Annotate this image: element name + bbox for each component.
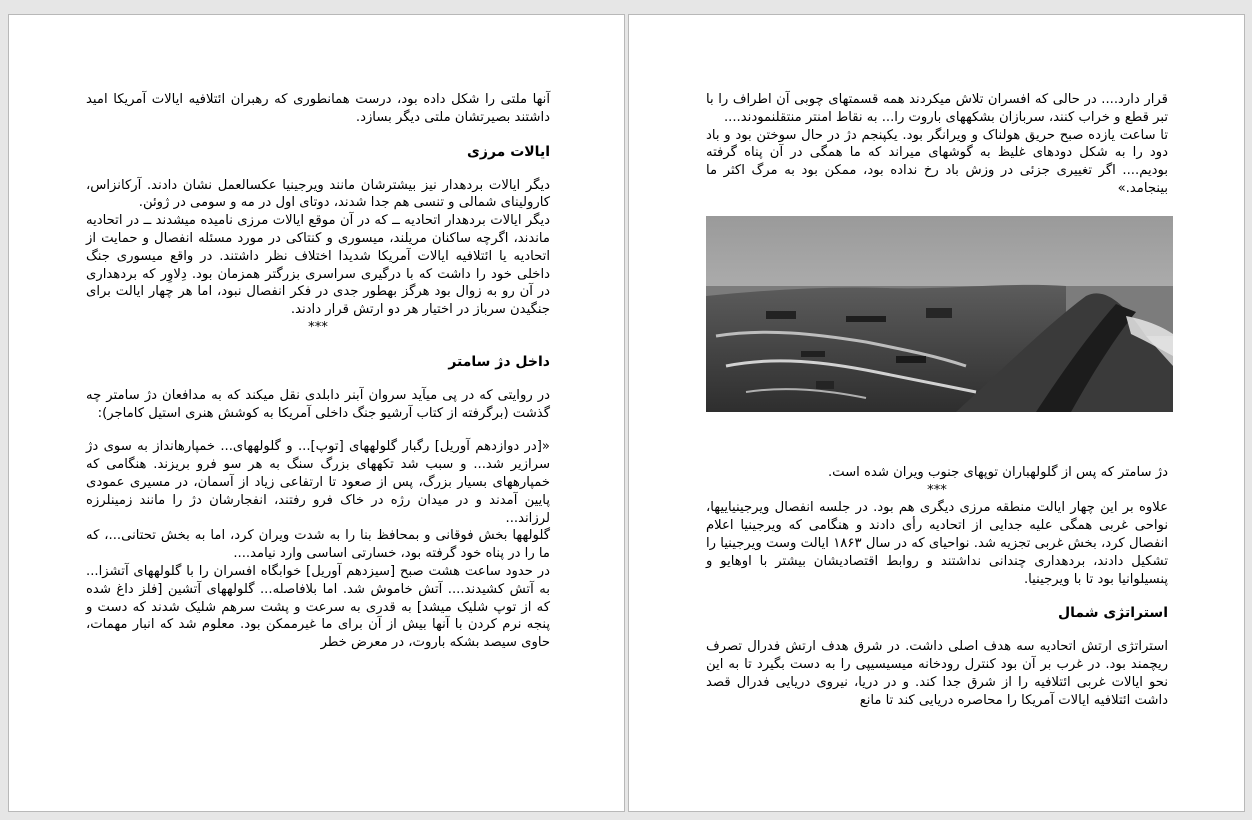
fort-sumter-ruins-photo [706, 216, 1173, 412]
northern-strategy-paragraph: استراتژی ارتش اتحادیه سه هدف اصلی داشت. در شرق هدف ارتش فدرال تصرف ریچمند بود. در غرب بر آن بود کنترل رودخانه میسیسیپی را به دست بگیرد تا به این نحو ایالات غربی ائتلافیه را از شرق جدا کند. و در دریا، نیروی دریایی فدرال قصد داشت ائتلافیه ایالات آمریکا را محاصره دریایی کند تا مانع [706, 639, 1168, 708]
quote-paragraph-3: در حدود ساعت هشت صبح [سیزدهم آوریل] خوابگاه افسران را با گلولههای آتشزا... به آتش کشیدند.... آتش خاموش شد. اما بلافاصله... گلولههای آتشین [فلز داغ شده که از توپ شلیک میشد] به قدری به سرعت و پشت سرهم شلیک شدند که دست و پنجه نرم کردن با آنها بیش از آن برای ما غیرممکن بود. معلوم شد که انبار مهمات، حاوی سیصد بشکه باروت، در معرض خطر [86, 563, 550, 651]
heading-northern-strategy: استراتژی شمال [1057, 605, 1168, 622]
border-paragraph-1: دیگر ایالات بردهدار نیز بیشترشان مانند ویرجینیا عکسالعمل نشان دادند. آرکانزاس، کارولینای شمالی و تنسی هم جدا شدند، دوتای اول در مه و سومی در ژوئن. [86, 177, 550, 211]
quote-continued-2: تا ساعت یازده صبح حریق هولناک و ویرانگر بود. یکپنجم دژ در حال سوختن بود و باد دود را به شکل دودهای غلیظ به گوشهای میراند که ما همگی در آن پناه گرفته بودیم.... اگر تغییری جزئی در وزش باد رخ نداده بود، ممکن بود به مرگ اکثر ما بینجامد.» [706, 127, 1168, 196]
west-virginia-paragraph: علاوه بر این چهار ایالت منطقه مرزی دیگری هم بود. در جلسه انفصال ویرجینیاییها، نواحی غربی همگی علیه جدایی از اتحادیه رأی دادند و هنگامی که ویرجینیا اعلام انفصال کرد، بخش غربی تجزیه شد. نواحیای که در سال ۱۸۶۳ ایالت وست ویرجینیا را تشکیل دادند، بردهداری چندانی نداشتند و روابط اقتصادیشان بیشتر با اوهایو و پنسیلوانیا بود تا با ویرجینیا. [706, 500, 1168, 587]
section-divider: *** [308, 319, 328, 335]
heading-border-states: ایالات مرزی [467, 143, 550, 160]
left-text-column [86, 91, 550, 652]
right-text-column [706, 91, 1168, 710]
border-paragraph-2: دیگر ایالات بردهدار اتحادیه ــ که در آن موقع ایالات مرزی نامیده میشدند ــ در اتحادیه ماندند، اگرچه ساکنان مریلند، میسوری و کنتاکی در مورد مسئله انفصال و حمایت از اتحادیه یا ائتلافیه ایالات آمریکا شدیدا اختلاف نظر داشتند. در واقع میسوری جنگ داخلی خود را داشت که با درگیری سراسری بزرگتر همزمان بود. دِلاوِر که بردهداری در آن رو به زوال بود هرگز بهطور جدی در فکر انفصال نبود، اما هر چهار ایالت برای جنگیدن سرباز در اختیار هر دو ارتش قرار دادند. [86, 213, 550, 318]
photo-caption: دژ سامتر که پس از گلولهباران توپهای جنوب ویران شده است. [827, 464, 1168, 480]
left-page [8, 14, 625, 812]
section-divider-right: *** [927, 482, 947, 498]
quote-continued-1: قرار دارد.... در حالی که افسران تلاش میکردند همه قسمتهای چوبی آن اطراف را با تبر قطع و خراب کنند، سربازان بشکههای باروت را... به نقاط امنتر منتقلنمودند.... [706, 92, 1168, 125]
heading-inside-fort-sumter: داخل دژ سامتر [448, 353, 550, 370]
fort-intro-paragraph: در روایتی که در پی میآید سروان آبنر دابلدی نقل میکند که به مدافعان دژ سامتر چه گذشت (برگرفته از کتاب آرشیو جنگ داخلی آمریکا به کوشش هنری استیل کاماجر): [86, 387, 550, 421]
quote-paragraph-2: گلولهها بخش فوقانی و بمحافظ بنا را به شدت ویران کرد، اما به بخش تحتانی...، که ما را در پناه خود گرفته بود، خسارتی اساسی وارد نیامد.... [86, 528, 550, 562]
right-page [628, 14, 1245, 812]
quote-paragraph-1: «[در دوازدهم آوریل] رگبار گلولههای [توپ]... و گلولههای... خمپارهانداز به سوی دژ سرازیر شد... و سبب شد تکههای بزرگ سنگ به هر سو فرو بریزند. هنگامی که خمپارههای بسیار بزرگ، پس از صعود تا ارتفاعی زیاد از آسمان، در مسیری عمودی پایین آمدند و در میدان رژه در خاک فرو رفتند، انفجارشان دژ را مانند زمینلرزه لرزاند... [86, 439, 550, 526]
intro-paragraph: آنها ملتی را شکل داده بود، درست همانطوری که رهبران ائتلافیه ایالات آمریکا امید داشتند بصیرتشان ملتی دیگر بسازد. [86, 92, 550, 125]
